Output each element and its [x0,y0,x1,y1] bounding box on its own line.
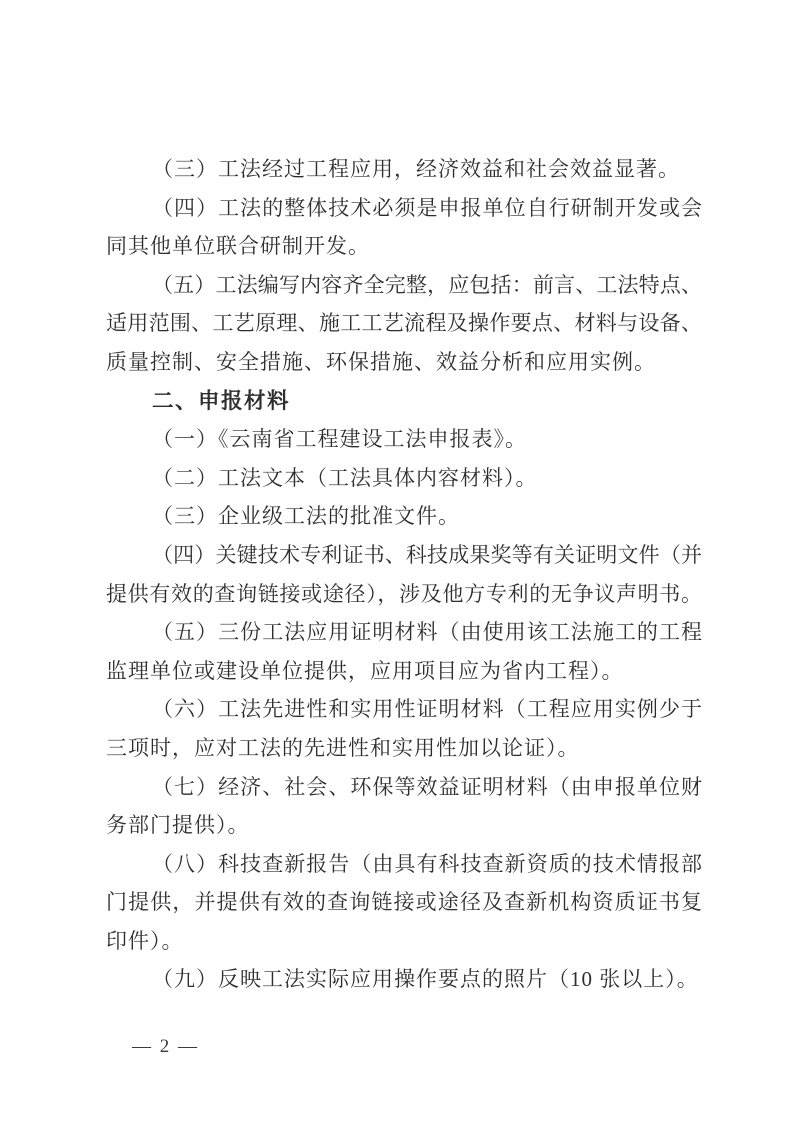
document-line: （五）三份工法应用证明材料（由使用该工法施工的工程 [152,620,702,645]
document-line: （九）反映工法实际应用操作要点的照片（10 张以上）。 [152,967,699,992]
document-line: （三）企业级工法的批准文件。 [152,504,460,529]
document-line: 门提供，并提供有效的查询链接或途径及查新机构资质证书复 [106,890,702,915]
document-line: （七）经济、社会、环保等效益证明材料（由申报单位财 [152,774,702,799]
document-line: （五）工法编写内容齐全完整，应包括：前言、工法特点、 [152,272,702,297]
section-heading-application-materials: 二、申报材料 [152,388,291,413]
document-line: （二）工法文本（工法具体内容材料）。 [152,465,538,490]
document-line: 务部门提供）。 [106,813,250,838]
document-line: （六）工法先进性和实用性证明材料（工程应用实例少于 [152,697,702,722]
document-line: （四）工法的整体技术必须是申报单位自行研制开发或会 [152,195,702,220]
document-line: 监理单位或建设单位提供，应用项目应为省内工程）。 [106,658,624,683]
document-line: （四）关键技术专利证书、科技成果奖等有关证明文件（并 [152,542,702,567]
document-line: 适用范围、工艺原理、施工工艺流程及操作要点、材料与设备、 [106,311,702,336]
document-line: 印件）。 [106,928,184,953]
document-line: （一）《云南省工程建设工法申报表》。 [152,427,527,452]
document-line: 提供有效的查询链接或途径），涉及他方专利的无争议声明书。 [106,581,702,606]
document-line: 同其他单位联合研制开发。 [106,234,370,259]
document-line: （三）工法经过工程应用，经济效益和社会效益显著。 [152,157,680,181]
document-line: 质量控制、安全措施、环保措施、效益分析和应用实例。 [106,349,656,374]
document-line: （八）科技查新报告（由具有科技查新资质的技术情报部 [152,851,702,876]
document-body [106,150,702,999]
page-number: — 2 — [132,1036,199,1057]
document-line: 三项时，应对工法的先进性和实用性加以论证）。 [106,735,580,760]
